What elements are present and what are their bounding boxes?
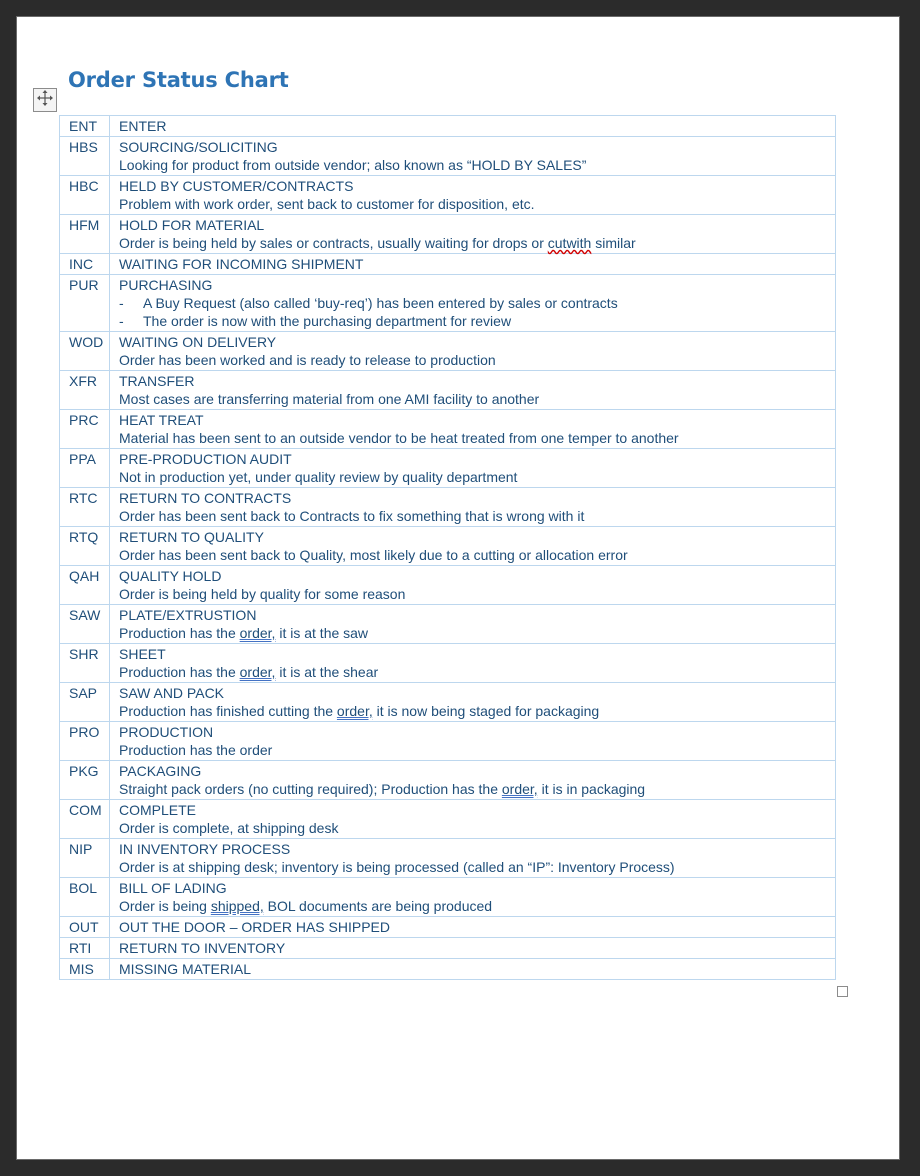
- status-description: [110, 605, 836, 644]
- status-label: RETURN TO INVENTORY: [119, 940, 286, 956]
- table-row: [60, 683, 836, 722]
- status-description: [110, 137, 836, 176]
- dash-bullet-icon: -: [119, 295, 124, 311]
- status-code: PRO: [60, 722, 110, 761]
- table-row: [60, 488, 836, 527]
- table-row: [60, 605, 836, 644]
- table-row: [60, 254, 836, 275]
- status-label: WAITING FOR INCOMING SHIPMENT: [119, 256, 364, 272]
- status-label: TRANSFER: [119, 373, 195, 389]
- status-detail: Production has finished cutting the order, it is now being staged for packaging: [119, 703, 600, 719]
- status-detail: Production has the order: [119, 742, 273, 758]
- status-description: [110, 449, 836, 488]
- status-description: [110, 839, 836, 878]
- table-row: [60, 938, 836, 959]
- status-label: WAITING ON DELIVERY: [119, 334, 277, 350]
- status-code: PRC: [60, 410, 110, 449]
- status-detail: Production has the order, it is at the shear: [119, 664, 379, 680]
- status-detail: Order is being shipped, BOL documents are being produced: [119, 898, 493, 914]
- document-page: [16, 16, 900, 1160]
- table-move-handle[interactable]: [33, 88, 57, 112]
- status-detail: Problem with work order, sent back to customer for disposition, etc.: [119, 196, 535, 212]
- status-code: RTQ: [60, 527, 110, 566]
- status-label: HOLD FOR MATERIAL: [119, 217, 265, 233]
- status-description: [110, 566, 836, 605]
- status-code: MIS: [60, 959, 110, 980]
- table-row: [60, 644, 836, 683]
- status-code: INC: [60, 254, 110, 275]
- status-code: HBC: [60, 176, 110, 215]
- status-detail: Order has been worked and is ready to release to production: [119, 352, 496, 368]
- status-description: [110, 488, 836, 527]
- status-code: RTI: [60, 938, 110, 959]
- status-description: [110, 761, 836, 800]
- status-label: QUALITY HOLD: [119, 568, 222, 584]
- status-description: [110, 176, 836, 215]
- status-description: [110, 959, 836, 980]
- status-label: COMPLETE: [119, 802, 197, 818]
- status-description: [110, 410, 836, 449]
- bullet-text: A Buy Request (also called ‘buy-req’) has been entered by sales or contracts: [143, 295, 618, 311]
- table-row: [60, 275, 836, 332]
- status-code: SHR: [60, 644, 110, 683]
- status-code: SAP: [60, 683, 110, 722]
- table-row: [60, 116, 836, 137]
- status-label: PRODUCTION: [119, 724, 214, 740]
- table-row: [60, 761, 836, 800]
- table-row: [60, 917, 836, 938]
- status-label: ENTER: [119, 118, 167, 134]
- status-code: PPA: [60, 449, 110, 488]
- status-label: BILL OF LADING: [119, 880, 227, 896]
- status-code: ENT: [60, 116, 110, 137]
- status-description: [110, 527, 836, 566]
- status-detail: Order is at shipping desk; inventory is being processed (called an “IP”: Inventory Process): [119, 859, 675, 875]
- table-row: [60, 527, 836, 566]
- status-description: [110, 116, 836, 137]
- table-row: [60, 137, 836, 176]
- status-label: SOURCING/SOLICITING: [119, 139, 278, 155]
- status-description: [110, 644, 836, 683]
- status-description: [110, 917, 836, 938]
- status-detail: Material has been sent to an outside vendor to be heat treated from one temper to another: [119, 430, 679, 446]
- page-title: Order Status Chart: [68, 68, 289, 92]
- status-code: WOD: [60, 332, 110, 371]
- status-detail: Order has been sent back to Contracts to fix something that is wrong with it: [119, 508, 585, 524]
- bullet-item: [119, 294, 826, 312]
- status-description: [110, 332, 836, 371]
- status-code: OUT: [60, 917, 110, 938]
- status-code: NIP: [60, 839, 110, 878]
- status-label: PLATE/EXTRUSTION: [119, 607, 257, 623]
- table-row: [60, 176, 836, 215]
- status-label: SAW AND PACK: [119, 685, 225, 701]
- status-detail: Order is being held by quality for some reason: [119, 586, 406, 602]
- status-detail: Order is being held by sales or contracts, usually waiting for drops or cutwith similar: [119, 235, 636, 251]
- status-label: IN INVENTORY PROCESS: [119, 841, 291, 857]
- status-label: PACKAGING: [119, 763, 202, 779]
- table-resize-handle[interactable]: [837, 986, 848, 997]
- status-detail: Most cases are transferring material from one AMI facility to another: [119, 391, 540, 407]
- status-label: RETURN TO CONTRACTS: [119, 490, 292, 506]
- status-label: MISSING MATERIAL: [119, 961, 251, 977]
- status-description: [110, 722, 836, 761]
- move-arrows-icon: [36, 89, 54, 112]
- status-detail: Straight pack orders (no cutting required); Production has the order, it is in packaging: [119, 781, 646, 797]
- status-detail: Looking for product from outside vendor; also known as “HOLD BY SALES”: [119, 157, 587, 173]
- status-detail: Not in production yet, under quality review by quality department: [119, 469, 518, 485]
- table-row: [60, 959, 836, 980]
- table-row: [60, 371, 836, 410]
- status-label: PURCHASING: [119, 277, 213, 293]
- status-description: [110, 254, 836, 275]
- status-description: [110, 215, 836, 254]
- status-code: RTC: [60, 488, 110, 527]
- status-detail: Order is complete, at shipping desk: [119, 820, 339, 836]
- table-row: [60, 800, 836, 839]
- status-detail: Order has been sent back to Quality, most likely due to a cutting or allocation error: [119, 547, 628, 563]
- status-code: SAW: [60, 605, 110, 644]
- status-code: PKG: [60, 761, 110, 800]
- status-code: HFM: [60, 215, 110, 254]
- status-code: PUR: [60, 275, 110, 332]
- status-label: RETURN TO QUALITY: [119, 529, 264, 545]
- status-description: [110, 878, 836, 917]
- status-code: BOL: [60, 878, 110, 917]
- table-row: [60, 566, 836, 605]
- status-code: QAH: [60, 566, 110, 605]
- status-label: PRE-PRODUCTION AUDIT: [119, 451, 292, 467]
- status-code: HBS: [60, 137, 110, 176]
- table-row: [60, 215, 836, 254]
- table-row: [60, 410, 836, 449]
- status-description: [110, 275, 836, 332]
- bullet-text: The order is now with the purchasing department for review: [143, 313, 512, 329]
- dash-bullet-icon: -: [119, 313, 124, 329]
- status-description: [110, 683, 836, 722]
- table-row: [60, 722, 836, 761]
- table-row: [60, 839, 836, 878]
- bullet-item: [119, 312, 826, 330]
- status-label: OUT THE DOOR – ORDER HAS SHIPPED: [119, 919, 390, 935]
- status-description: [110, 371, 836, 410]
- table-row: [60, 878, 836, 917]
- status-code: COM: [60, 800, 110, 839]
- status-detail: Production has the order, it is at the saw: [119, 625, 369, 641]
- status-description: [110, 800, 836, 839]
- order-status-table: [59, 115, 836, 980]
- table-row: [60, 332, 836, 371]
- status-description: [110, 938, 836, 959]
- status-code: XFR: [60, 371, 110, 410]
- status-label: HELD BY CUSTOMER/CONTRACTS: [119, 178, 354, 194]
- table-row: [60, 449, 836, 488]
- status-label: HEAT TREAT: [119, 412, 204, 428]
- status-label: SHEET: [119, 646, 166, 662]
